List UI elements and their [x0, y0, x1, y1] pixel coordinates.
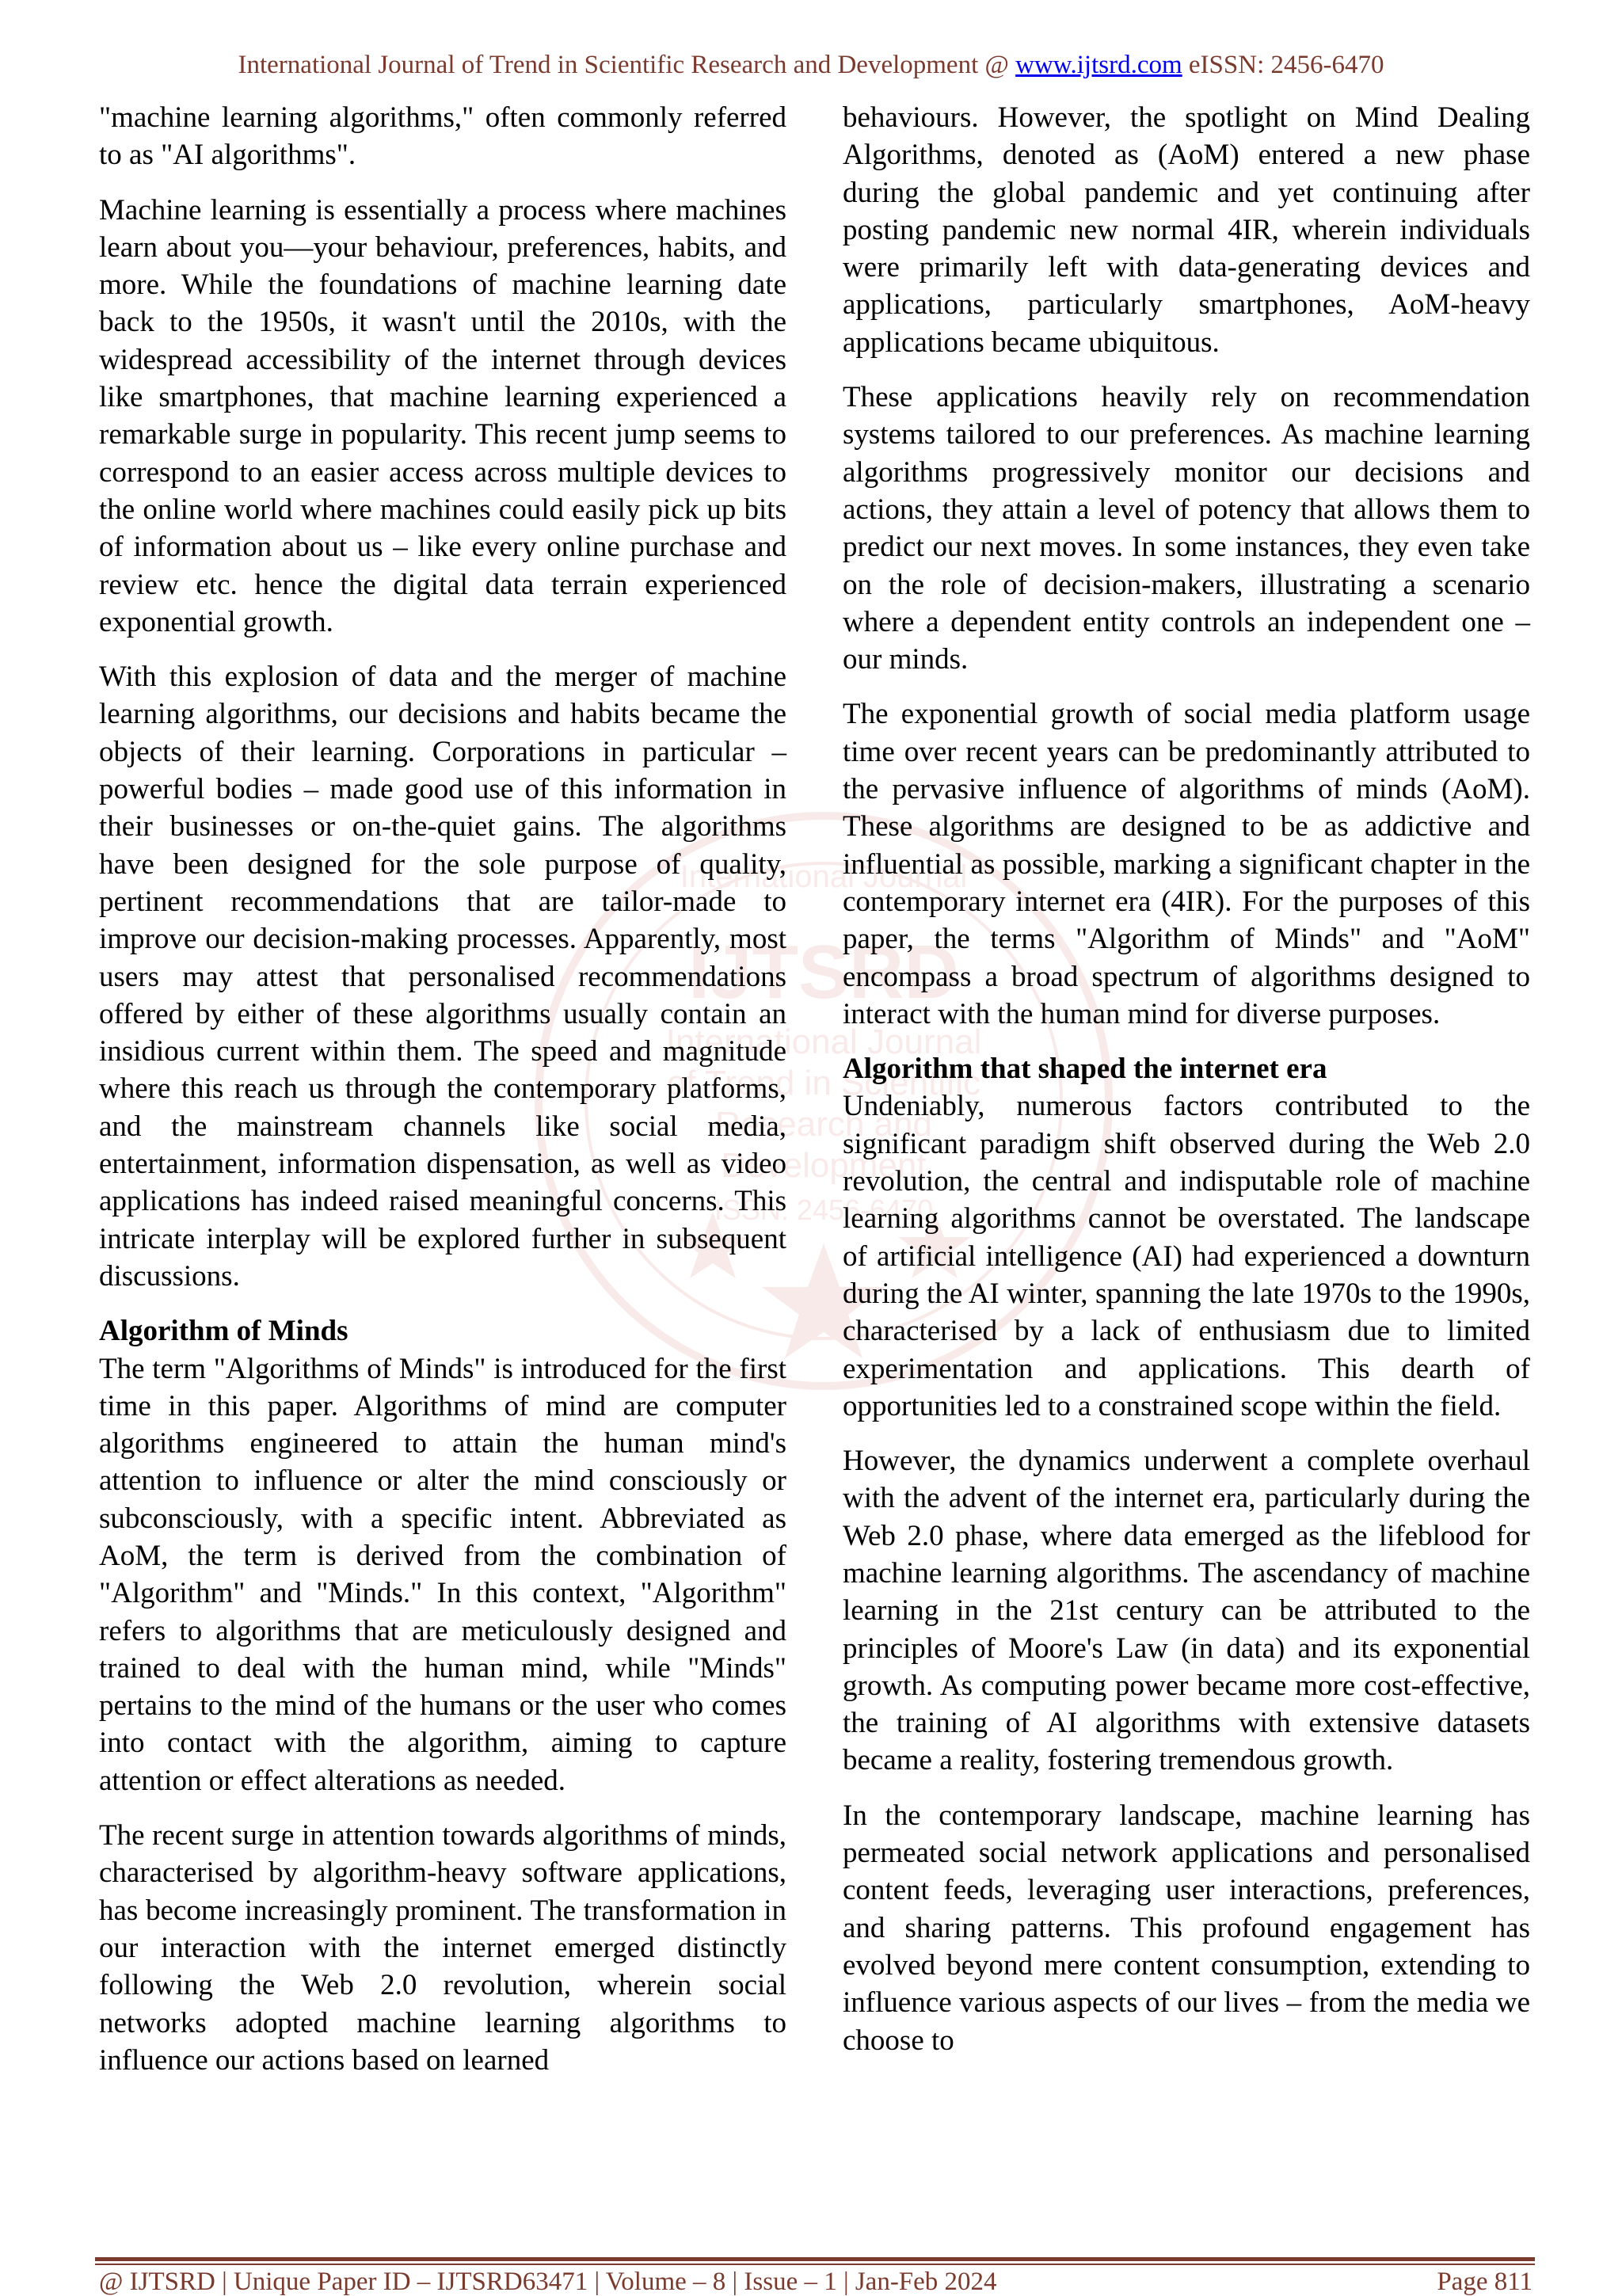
footer-divider — [95, 2257, 1535, 2261]
journal-url-link[interactable]: www.ijtsrd.com — [1015, 51, 1182, 79]
right-column — [843, 99, 1530, 2077]
right-paragraph-3: The exponential growth of social media platform usage time over recent years can be predominantly attributed to the pervasive influence of algorithms of minds (AoM). These algorithms are designed to be as addictive and influential as possible, marking a significant chapter in the contemporary internet era (4IR). For the purposes of this paper, the terms "Algorithm of Minds" and "AoM" encompass a broad spectrum of algorithms designed to interact with the human mind for diverse purposes. — [843, 698, 1530, 1030]
watermark-top-text: International Journal — [680, 859, 968, 894]
right-paragraph-4: Undeniably, numerous factors contributed to the significant paradigm shift observed during the Web 2.0 revolution, the central and indisputable role of machine learning algorithms cannot be overstated. The landscape of artificial intelligence (AI) had experienced a downturn during the AI winter, spanning the late 1970s to the 1990s, characterised by a lack of enthusiasm due to limited experimentation and applications. This dearth of opportunities led to a constrained scope within the field. — [843, 1090, 1530, 1422]
left-paragraph-2: Machine learning is essentially a process where machines learn about you—your behaviour, preferences, habits, and more. While the foundations of machine learning date back to the 1950s, it wasn't until the 2010s, with the widespread accessibility of the internet through devices like smartphones, that machine learning experienced a remarkable surge in popularity. This recent jump seems to correspond to an easier access across multiple devices to the online world where machines could easily pick up bits of information about us – like every online purchase and review etc. hence the digital data terrain experienced exponential growth. — [99, 193, 786, 638]
watermark-line-3: Research and — [715, 1105, 932, 1144]
right-paragraph-1: behaviours. However, the spotlight on Mind Dealing Algorithms, denoted as (AoM) entered a new phase during the global pandemic and yet continuing after posting pandemic new normal 4IR, wherein individuals were primarily left with data-generating devices and applications, particularly smartphones, AoM-heavy applications became ubiquitous. — [843, 101, 1530, 359]
left-paragraph-1: "machine learning algorithms," often commonly referred to as "AI algorithms". — [99, 101, 786, 172]
section-heading-algorithm-of-minds: Algorithm of Minds — [99, 1315, 348, 1348]
watermark-line-1: International Journal — [665, 1022, 982, 1061]
header-prefix: International Journal of Trend in Scientific Research and Development @ — [238, 51, 1016, 79]
watermark-line-2: of Trend in Scientific — [666, 1064, 981, 1102]
page-footer — [99, 2267, 1533, 2296]
section-heading-internet-era: Algorithm that shaped the internet era — [843, 1053, 1327, 1086]
watermark-issn: ISSN: 2456-6470 — [714, 1194, 934, 1226]
right-paragraph-6: In the contemporary landscape, machine learning has permeated social network applications and personalised content feeds, leveraging user interactions, preferences, and sharing patterns. This profound engagement has evolved beyond mere content consumption, extending to influence various aspects of our lives – from the media we choose to — [843, 1799, 1530, 2057]
journal-header — [0, 51, 1622, 80]
left-paragraph-5: The recent surge in attention towards algorithms of minds, characterised by algorithm-heavy software applications, has become increasingly prominent. The transformation in our interaction with the internet emerged distinctly following the Web 2.0 revolution, wherein social networks adopted machine learning algorithms to influence our actions based on learned — [99, 1819, 786, 2077]
header-suffix: eISSN: 2456-6470 — [1182, 51, 1384, 79]
watermark-center-text: IJTSRD — [688, 930, 959, 1015]
left-paragraph-4: The term "Algorithms of Minds" is introduced for the first time in this paper. Algorithms of mind are computer algorithms engineered to attain the human mind's attention to influence or alter the mind consciously or subconsciously, with a specific intent. Abbreviated as AoM, the term is derived from the combination of "Algorithm" and "Minds." In this context, "Algorithm" refers to algorithms that are meticulously designed and trained to deal with the human mind, while "Minds" pertains to the mind of the humans or the user who comes into contact with the algorithm, aiming to capture attention or effect alterations as needed. — [99, 1352, 786, 1797]
watermark-line-4: Development — [721, 1146, 927, 1185]
left-paragraph-3: With this explosion of data and the merger of machine learning algorithms, our decisions and habits became the objects of their learning. Corporations in particular – powerful bodies – made good use of this information in their businesses or on-the-quiet gains. The algorithms have been designed for the sole purpose of quality, pertinent recommendations that are tailor-made to improve our decision-making processes. Apparently, most users may attest that personalised recommendations offered by either of these algorithms usually contain an insidious current within them. The speed and magnitude where this reach us through the contemporary platforms, and the mainstream channels like social media, entertainment, information dispensation, as well as video applications has indeed raised meaningful concerns. This intricate interplay will be explored further in subsequent discussions. — [99, 661, 786, 1293]
left-column — [99, 99, 786, 2096]
right-paragraph-2: These applications heavily rely on recommendation systems tailored to our preferences. As machine learning algorithms progressively monitor our decisions and actions, they attain a level of potency that allows them to predict our next moves. In some instances, they even take on the role of decision-makers, illustrating a scenario where a dependent entity controls an independent one – our minds. — [843, 381, 1530, 676]
right-paragraph-5: However, the dynamics underwent a complete overhaul with the advent of the internet era, particularly during the Web 2.0 phase, where data emerged as the lifeblood for machine learning algorithms. The ascendancy of machine learning in the 21st century can be attributed to the principles of Moore's Law (in data) and its exponential growth. As computing power became more cost-effective, the training of AI algorithms with extensive datasets became a reality, fostering tremendous growth. — [843, 1445, 1530, 1777]
page-number: Page 811 — [1437, 2267, 1533, 2296]
footer-paper-info: @ IJTSRD | Unique Paper ID – IJTSRD63471 | Volume – 8 | Issue – 1 | Jan-Feb 2024 — [99, 2267, 997, 2296]
